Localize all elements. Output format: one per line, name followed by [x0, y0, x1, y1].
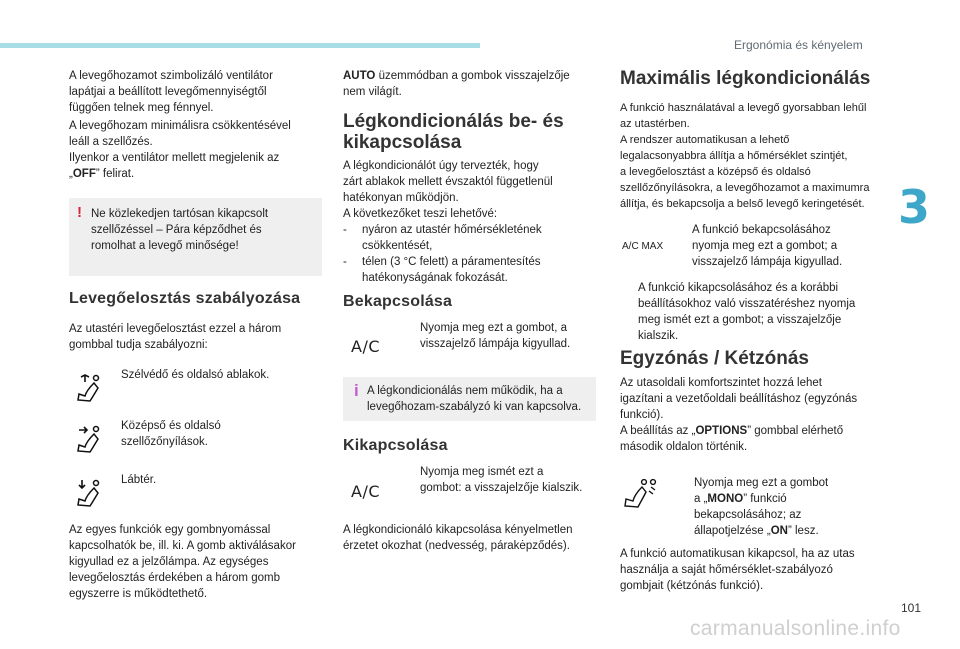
auto-mode-text: AUTO üzemmódban a gombok visszajelzője nem világít. — [343, 70, 570, 98]
warning-icon: ! — [77, 204, 82, 221]
ac-button-icon: A/C — [351, 337, 381, 356]
ac-button-icon-off: A/C — [351, 482, 381, 501]
mono-text: Nyomja meg ezt a gombot a „MONO” funkció bekapcsolásához; az állapotjelzése „ON” lesz. — [694, 477, 829, 537]
info-text: A légkondicionálás nem működik, ha a levegőhozam-szabályzó ki van kapcsolva. — [367, 385, 582, 413]
face-airflow-icon — [76, 425, 106, 455]
zone-heading: Egyzónás / Kétzónás — [620, 348, 809, 369]
airflow-option-windscreen: Szélvédő és oldalsó ablakok. — [121, 369, 270, 381]
mono-button-icon — [622, 478, 660, 510]
header-bar — [0, 43, 480, 48]
ac-on-text: Nyomja meg ezt a gombot, a visszajelző lámpája kigyullad. — [420, 322, 571, 350]
airflow-option-footwell: Lábtér. — [121, 474, 157, 486]
watermark: carmanualsonline.info — [690, 617, 901, 640]
ac-intro: A légkondicionálót úgy tervezték, hogy zárt ablakok mellett évszaktól függetlenül hatékonyan működjön. A következőket teszi lehetővé: — [343, 160, 553, 220]
max-ac-description: A funkció használatával a levegő gyorsabban lehűl az utastérben. A rendszer automatikusan a lehető legalacsonyabbra állítja a hőmérséklet szintjét, a levegőelosztást a középső és oldalsó szellőzőnyílásokra, a levegőhozamot a maximumra állítja, és bekapcsolja a belső levegő keringetését. — [620, 102, 870, 210]
max-ac-off-text: A funkció kikapcsolásához és a korábbi beállításokhoz való visszatéréshez nyomja meg ismét ezt a gombot; a visszajelzője kialszik. — [638, 282, 856, 342]
ac-list-dash-1: - — [343, 224, 347, 236]
fan-description: A levegőhozamot szimbolizáló ventilátor lapátjai a beállított levegőmennyiségtől függően telnek meg fénnyel. — [69, 70, 273, 114]
info-box — [343, 377, 596, 421]
warning-box — [69, 198, 322, 276]
dual-zone-note: A funkció automatikusan kikapcsol, ha az utas használja a saját hőmérséklet-szabályozó gombjait (kétzónás funkció). — [620, 548, 855, 592]
max-ac-heading: Maximális légkondicionálás — [620, 68, 871, 89]
max-ac-on-text: A funkció bekapcsolásához nyomja meg ezt a gombot; a visszajelző lámpája kigyullad. — [692, 224, 843, 268]
airflow-intro: Az utastéri levegőelosztást ezzel a három gombbal tudja szabályozni: — [69, 323, 282, 351]
airflow-option-face: Középső és oldalsó szellőzőnyílások. — [121, 420, 221, 448]
ac-heading: Légkondicionálás be- és kikapcsolása — [343, 111, 564, 153]
ac-max-button-icon: A/C MAX — [622, 241, 664, 252]
fan-off-description: A levegőhozam minimálisra csökkentésével leáll a szellőzés. Ilyenkor a ventilátor mellett megjelenik az „OFF” felirat. — [69, 120, 291, 180]
ac-off-heading: Kikapcsolása — [343, 437, 448, 454]
warning-text: Ne közlekedjen tartósan kikapcsolt szellőzéssel – Pára képződhet és romolhat a levegő minősége! — [91, 208, 269, 252]
footwell-airflow-icon — [76, 479, 106, 509]
zone-description: Az utasoldali komfortszintet hozzá lehet igazítani a vezetőoldali beállításhoz (egyzónás funkció). A beállítás az „OPTIONS” gombbal elérhető második oldalon történik. — [620, 377, 858, 453]
windscreen-airflow-icon — [76, 374, 106, 404]
ac-off-text: Nyomja meg ismét ezt a gombot: a visszajelzője kialszik. — [420, 466, 583, 494]
page-number: 101 — [901, 601, 922, 615]
chapter-number: 3 — [898, 180, 931, 234]
ac-off-note: A légkondicionáló kikapcsolása kényelmetlen érzetet okozhat (nedvesség, párakėpződés). — [343, 524, 573, 552]
ac-list-item-1: nyáron az utastér hőmérsékletének csökkentését, — [362, 224, 542, 252]
airflow-heading: Levegőelosztás szabályozása — [69, 290, 301, 307]
airflow-combination-text: Az egyes funkciók egy gombnyomással kapcsolhatók be, ill. ki. A gomb aktiválásakor kigyullad ez a jelzőlámpa. Az egységes levegőelosztás érdekében a három gomb egyszerre is működtethető. — [69, 524, 296, 600]
ac-on-heading: Bekapcsolása — [343, 293, 453, 310]
ac-list-dash-2: - — [343, 256, 347, 268]
section-title: Ergonómia és kényelem — [734, 38, 863, 52]
ac-list-item-2: télen (3 °C felett) a páramentesítés hatékonyságának fokozását. — [362, 256, 541, 284]
info-icon: i — [354, 381, 359, 400]
